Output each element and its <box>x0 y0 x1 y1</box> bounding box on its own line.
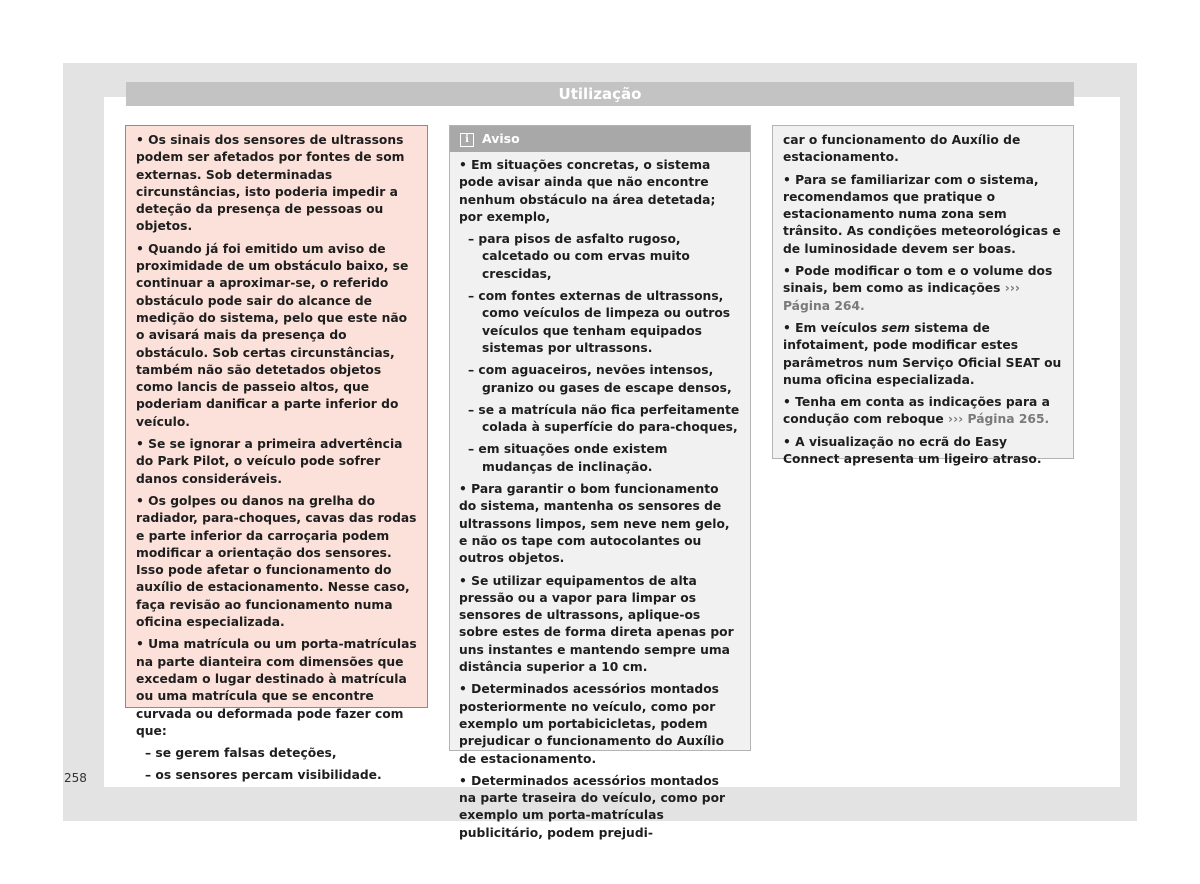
warning-item: • Os sinais dos sensores de ultrassons podem ser afetados por fontes de som externas. Sob determinadas circunstâncias, isto poderia impedir a deteção da presença de pessoas ou objetos. <box>136 133 405 234</box>
page-number: 258 <box>64 771 87 785</box>
aviso-title: Aviso <box>482 131 520 146</box>
warning-subitem: – os sensores percam visibilidade. <box>145 768 382 783</box>
aviso-header <box>450 126 750 152</box>
aviso-item: • Se utilizar equipamentos de alta pressão ou a vapor para limpar os sensores de ultrassons, aplique-os sobre estes de forma direta apenas por uns instantes e mantendo sempre uma distância superior a 10 cm. <box>459 573 734 675</box>
aviso-item: • Determinados acessórios montados posteriormente no veículo, como por exemplo um portabicicletas, podem prejudicar o funcionamento do Auxílio de estacionamento. <box>459 682 725 766</box>
continuation-item: • A visualização no ecrã do Easy Connect apresenta um ligeiro atraso. <box>783 434 1042 467</box>
aviso-subitem: – com aguaceiros, nevões intensos, granizo ou gases de escape densos, <box>468 363 732 395</box>
section-title: Utilização <box>126 82 1074 106</box>
warning-item: • Se se ignorar a primeira advertência do Park Pilot, o veículo pode sofrer danos consideráveis. <box>136 437 403 486</box>
continuation-text: car o funcionamento do Auxílio de estacionamento. <box>783 133 1021 165</box>
continuation-item <box>783 320 1063 389</box>
continuation-item: • Para se familiarizar com o sistema, recomendamos que pratique o estacionamento numa zona sem trânsito. As condições meteorológicas e de luminosidade devem ser boas. <box>783 172 1061 256</box>
page-link-265[interactable]: ››› Página 265. <box>948 412 1050 427</box>
item-text: • Tenha em conta as indicações para a condução com reboque <box>783 395 1050 427</box>
aviso-item: • Para garantir o bom funcionamento do sistema, mantenha os sensores de ultrassons limpos, sem neve nem gelo, e não os tape com autocolantes ou outros objetos. <box>459 482 730 566</box>
warning-item: • Os golpes ou danos na grelha do radiador, para-choques, cavas das rodas e parte inferior da carroçaria podem modificar a orientação dos sensores. Isso pode afetar o funcionamento do auxílio de estacionamento. Nesse caso, faça revisão ao funcionamento numa oficina especializada. <box>136 493 417 630</box>
aviso-item: • Em situações concretas, o sistema pode avisar ainda que não encontre nenhum obstáculo na área detetada; por exemplo, <box>459 158 716 224</box>
emphasis-text: sem <box>881 320 910 335</box>
info-icon: i <box>460 133 474 147</box>
aviso-continuation-box <box>772 125 1074 467</box>
item-text: sistema de infotaiment, pode modificar estes parâmetros num Serviço Oficial SEAT ou numa oficina especializada. <box>783 320 1062 387</box>
page-link-264[interactable]: ››› Página 264. <box>783 281 1020 313</box>
aviso-item: • Determinados acessórios montados na parte traseira do veículo, como por exemplo um porta-matrículas publicitário, podem prejudi- <box>459 773 726 840</box>
warning-item: • Quando já foi emitido um aviso de proximidade de um obstáculo baixo, se continuar a aproximar-se, o referido obstáculo pode sair do alcance de medição do sistema, pelo que este não o avisará mais da presença do obstáculo. Sob certas circunstâncias, também não são detetados objetos como lancis de passeio altos, que poderiam danificar a parte inferior do veículo. <box>136 241 409 429</box>
aviso-subitem: – se a matrícula não fica perfeitamente colada à superfície do para-choques, <box>468 402 740 435</box>
aviso-subitem: – em situações onde existem mudanças de inclinação. <box>468 442 668 474</box>
aviso-subitem: – com fontes externas de ultrassons, como veículos de limpeza ou outros veículos que tenham equipados sistemas por ultrassons. <box>468 289 731 355</box>
warning-box <box>125 125 428 783</box>
aviso-box <box>449 125 751 840</box>
aviso-subitem: – para pisos de asfalto rugoso, calcetado ou com ervas muito crescidas, <box>468 232 690 281</box>
warning-subitem: – se gerem falsas deteções, <box>145 746 337 761</box>
item-text: • Pode modificar o tom e o volume dos sinais, bem como as indicações <box>783 264 1053 296</box>
aviso-body <box>450 152 750 842</box>
warning-item: • Uma matrícula ou um porta-matrículas na parte dianteira com dimensões que excedam o lugar destinado à matrícula ou uma matrícula que se encontre curvada ou deformada pode fazer com que: <box>136 637 417 738</box>
continuation-item <box>783 394 1063 429</box>
continuation-item <box>783 263 1063 315</box>
item-text: • Em veículos <box>783 320 878 335</box>
